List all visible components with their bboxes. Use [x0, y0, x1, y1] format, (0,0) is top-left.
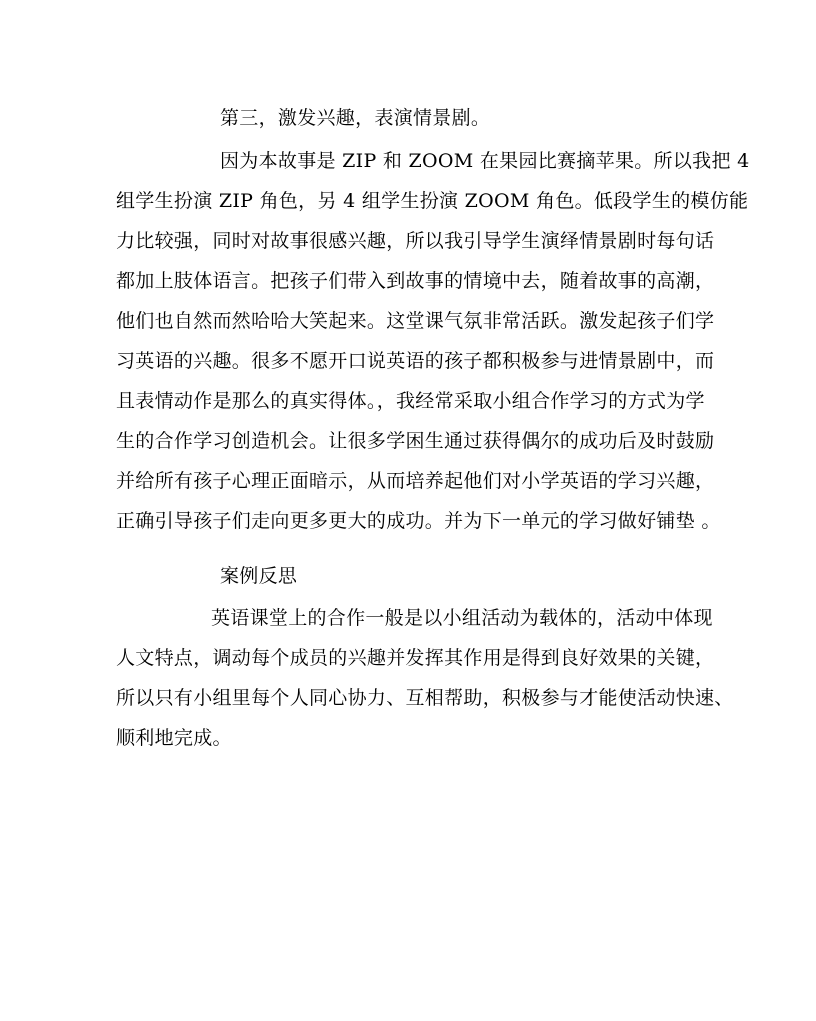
- section-heading: 第三，激发兴趣，表演情景剧。: [220, 107, 491, 129]
- paragraph-line: 习英语的兴趣。很多不愿开口说英语的孩子都积极参与进情景剧中，而: [116, 350, 715, 372]
- paragraph-line: 生的合作学习创造机会。让很多学困生通过获得偶尔的成功后及时鼓励: [116, 430, 715, 452]
- paragraph-line: 所以只有小组里每个人同心协力、互相帮助，积极参与才能使活动快速、: [116, 687, 734, 709]
- paragraph-line: 都加上肢体语言。把孩子们带入到故事的情境中去，随着故事的高潮，: [116, 270, 715, 292]
- paragraph-line: 且表情动作是那么的真实得体。，我经常采取小组合作学习的方式为学: [116, 390, 705, 412]
- paragraph-line: 他们也自然而然哈哈大笑起来。这堂课气氛非常活跃。激发起孩子们学: [116, 310, 715, 332]
- paragraph-line: 因为本故事是 ZIP 和 ZOOM 在果园比赛摘苹果。所以我把 4: [220, 150, 750, 172]
- reflection-heading: 案例反思: [220, 565, 298, 587]
- paragraph-line: 并给所有孩子心理正面暗示，从而培养起他们对小学英语的学习兴趣，: [116, 470, 715, 492]
- paragraph-line: 人文特点，调动每个成员的兴趣并发挥其作用是得到良好效果的关键，: [116, 647, 715, 669]
- paragraph-line: 力比较强，同时对故事很感兴趣，所以我引导学生演绎情景剧时每句话: [116, 230, 715, 252]
- paragraph-line: 顺利地完成。: [116, 727, 232, 749]
- paragraph-line: 组学生扮演 ZIP 角色，另 4 组学生扮演 ZOOM 角色。低段学生的模仿能: [116, 190, 749, 212]
- paragraph-line: 正确引导孩子们走向更多更大的成功。并为下一单元的学习做好铺垫 。: [116, 510, 721, 532]
- paragraph-line: 英语课堂上的合作一般是以小组活动为载体的，活动中体现: [211, 607, 713, 629]
